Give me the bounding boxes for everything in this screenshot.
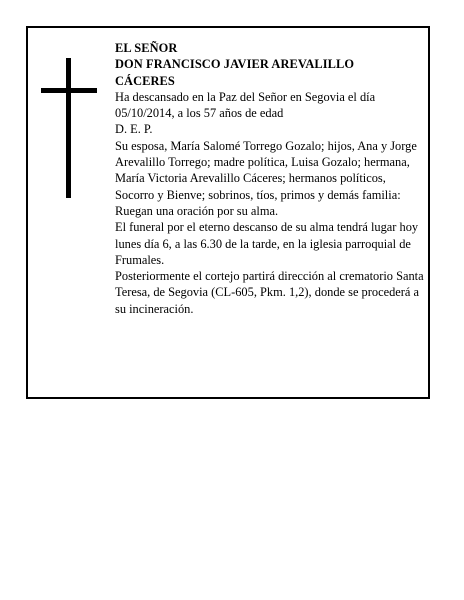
- obituary-notice: [26, 26, 430, 399]
- rip-text: D. E. P.: [115, 122, 153, 137]
- family-members: Su esposa, María Salomé Torrego Gozalo; hijos, Ana y Jorge Arevalillo Torrego; madre política, Luisa Gozalo; hermana, María Victoria Arevalillo Cáceres; hermanos políticos, Socorro y Bienve; sobrinos, tíos, primos y demás familia:: [115, 138, 417, 202]
- death-announcement: Ha descansado en la Paz del Señor en Segovia el día 05/10/2014, a los 57 años de edad: [115, 89, 376, 121]
- notice-text-block: [115, 40, 427, 317]
- cross-icon: [41, 58, 97, 198]
- cross-horizontal-bar: [41, 88, 97, 93]
- deceased-name-line-2: CÁCERES: [115, 73, 175, 88]
- notice-title: EL SEÑOR: [115, 41, 178, 55]
- deceased-name-line-1: DON FRANCISCO JAVIER AREVALILLO: [115, 57, 355, 72]
- prayer-request: Ruegan una oración por su alma.: [115, 203, 279, 218]
- cortege-details: Posteriormente el cortejo partirá dirección al crematorio Santa Teresa, de Segovia (CL-605, Pkm. 1,2), donde se procederá a su incineración.: [115, 269, 424, 316]
- cross-vertical-bar: [66, 58, 71, 198]
- funeral-details: El funeral por el eterno descanso de su alma tendrá lugar hoy lunes día 6, a las 6.30 de la tarde, en la iglesia parroquial de Frumales.: [115, 220, 419, 267]
